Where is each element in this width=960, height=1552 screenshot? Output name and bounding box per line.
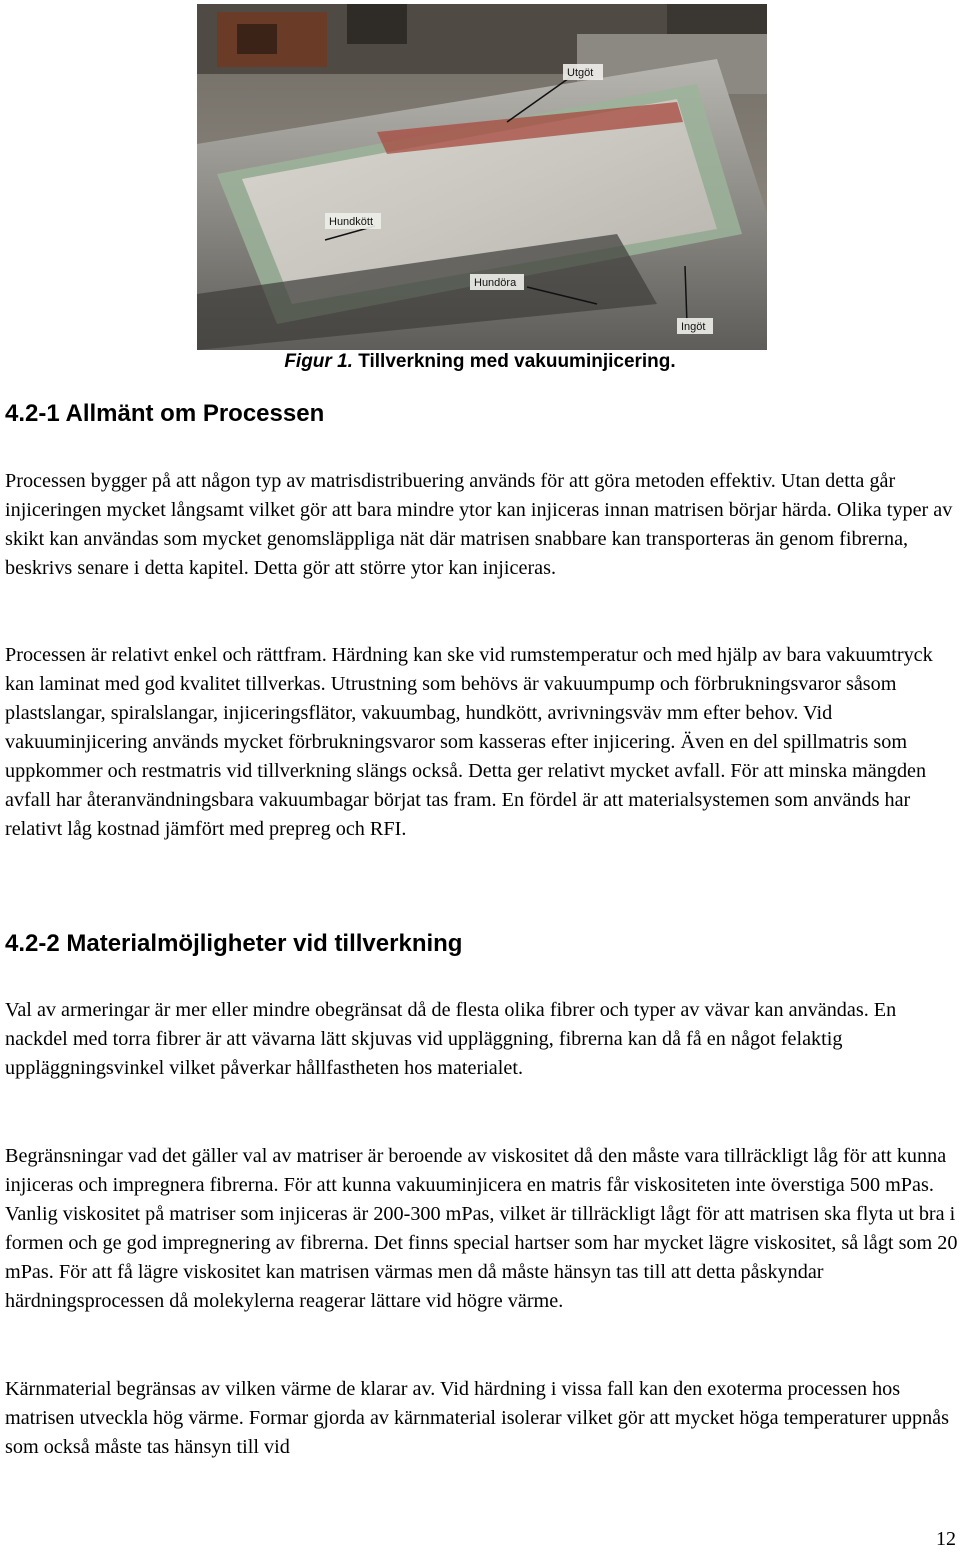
paragraph-5: Kärnmaterial begränsas av vilken värme de klarar av. Vid härdning i vissa fall kan den exoterma processen hos matrisen utveckla hög värme. Formar gjorda av kärnmaterial isolerar vilket gör att mycket höga temperaturer uppnås som också måste tas hänsyn till vid — [5, 1378, 949, 1458]
caption-lead: Figur 1. — [284, 351, 353, 372]
vacuum-infusion-photo — [197, 4, 767, 350]
label-ingot: Ingöt — [681, 321, 706, 333]
figure-photo — [197, 4, 767, 350]
figure-caption — [0, 351, 960, 373]
label-utgot: Utgöt — [567, 67, 594, 79]
caption-text: Tillverkning med vakuuminjicering. — [352, 351, 676, 372]
label-hundora: Hundöra — [474, 277, 517, 289]
section-heading-1: 4.2-1 Allmänt om Processen — [5, 400, 325, 427]
label-hundkott: Hundkött — [329, 216, 374, 228]
paragraph-4: Begränsningar vad det gäller val av matriser är beroende av viskositet då den måste vara tillräckligt låg för att kunna injiceras och impregnera fibrerna. För att kunna vakuuminjicera en matris får viskositeten inte överstiga 500 mPas. Vanlig viskositet på matriser som injiceras är 200-300 mPas, vilket är tillräckligt lågt för att matrisen ska flyta ut bra i formen och ge god impregnering av fibrerna. Det finns special hartser som har mycket lägre viskositet, så lågt som 20 mPas. För att få lägre viskositet kan matrisen värmas men då måste hänsyn tas till att detta påskyndar härdningsprocessen då molekylerna reagerar lättare vid högre värme. — [5, 1145, 958, 1312]
paragraph-3: Val av armeringar är mer eller mindre obegränsat då de flesta olika fibrer och typer av vävar kan användas. En nackdel med torra fibrer är att vävarna lätt skjuvas vid uppläggning, fibrerna kan då få en något felaktig uppläggningsvinkel vilket påverkar hållfastheten hos materialet. — [5, 999, 897, 1079]
paragraph-2: Processen är relativt enkel och rättfram. Härdning kan ske vid rumstemperatur och med hjälp av bara vakuumtryck kan laminat med god kvalitet tillverkas. Utrustning som behövs är vakuumpump och förbrukningsvaror såsom plastslangar, spiralslangar, injiceringsflätor, vakuumbag, hundkött, avrivningsväv mm efter behov. Vid vakuuminjicering används mycket förbrukningsvaror som kasseras efter injicering. Även en del spillmatris som uppkommer och restmatris vid tillverkning slängs också. Detta ger relativt mycket avfall. För att minska mängden avfall har återanvändningsbara vakuumbagar börjat tas fram. En fördel är att materialsystemen som används har relativt låg kostnad jämfört med prepreg och RFI. — [5, 644, 933, 840]
paragraph-1: Processen bygger på att någon typ av matrisdistribuering används för att göra metoden effektiv. Utan detta går injiceringen mycket långsamt vilket gör att bara mindre ytor kan injiceras innan matrisen börjar härda. Olika typer av skikt kan användas som mycket genomsläppliga nät där matrisen snabbare kan transporteras än genom fibrerna, beskrivs senare i detta kapitel. Detta gör att större ytor kan injiceras. — [5, 470, 953, 579]
section-heading-2: 4.2-2 Materialmöjligheter vid tillverkning — [5, 930, 463, 957]
page-number: 12 — [936, 1528, 956, 1550]
